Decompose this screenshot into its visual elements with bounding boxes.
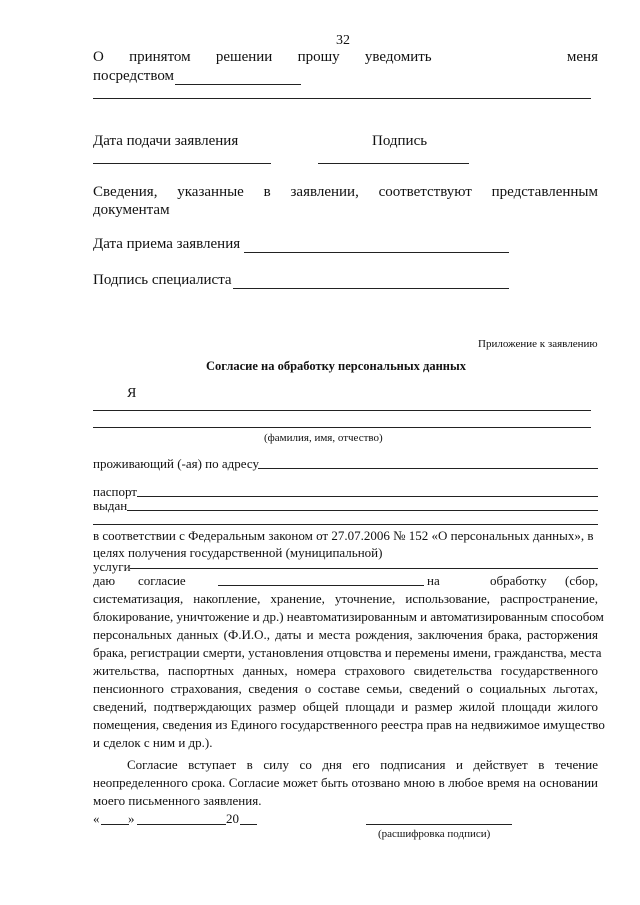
fio-caption: (фамилия, имя, отчество): [264, 432, 383, 444]
date-open-quote: «: [93, 811, 100, 826]
page-number: 32: [336, 33, 350, 48]
word: в: [263, 184, 271, 200]
body-line-last: и сделок с ним и др.).: [93, 735, 213, 750]
give-word-2: согласие: [138, 573, 186, 588]
signature-field[interactable]: [318, 163, 469, 164]
body-line: жительства, паспортных данных, номера страхового свидетельства государственного: [93, 663, 598, 678]
notify-means-field[interactable]: [175, 84, 301, 85]
processing-word-1: на: [427, 573, 440, 588]
validity-line-3: моего письменного заявления.: [93, 793, 262, 808]
notify-means-label: посредством: [93, 68, 175, 84]
year-prefix: 20: [226, 811, 239, 826]
law-line-1: в соответствии с Федеральным законом от 27.07.2006 № 152 «О персональных данных», в: [93, 528, 594, 543]
word: уведомить: [364, 49, 432, 65]
word: принятом: [129, 49, 191, 65]
word: представленным: [491, 184, 598, 200]
body-line: брака, регистрации смерти, установления отцовства и перемены имени, гражданства, места: [93, 645, 602, 660]
specialist-signature-label: Подпись специалиста: [93, 272, 232, 288]
year-field[interactable]: [240, 824, 257, 825]
info-match-line2: документам: [93, 202, 170, 218]
date-submission-label: Дата подачи заявления: [93, 133, 239, 149]
word: Сведения,: [93, 184, 158, 200]
signature-caption: (расшифровка подписи): [378, 828, 491, 840]
body-line: персональных данных (Ф.И.О., даты и места рождения, заключения брака, расторжения: [93, 627, 598, 642]
body-line: систематизация, накопление, хранение, уточнение, использование, распространение,: [93, 591, 598, 606]
date-receipt-label: Дата приема заявления: [93, 236, 241, 252]
service-label: услуги: [93, 559, 131, 574]
day-field[interactable]: [101, 824, 129, 825]
fio-field-1[interactable]: [93, 410, 591, 411]
word: прошу: [297, 49, 340, 65]
signature-decode-field[interactable]: [366, 824, 512, 825]
body-line: помещения, сведения из Единого государственного реестра прав на недвижимое имущество: [93, 717, 605, 732]
word: заявлении,: [290, 184, 359, 200]
word: указанные: [177, 184, 244, 200]
validity-line-2: неопределенного срока. Согласие может быть отозвано мною в любое время на основании: [93, 775, 598, 790]
word: соответствуют: [378, 184, 472, 200]
consent-recipient-field[interactable]: [218, 585, 424, 586]
give-word-1: даю: [93, 573, 116, 588]
consent-title: Согласие на обработку персональных данных: [206, 359, 467, 373]
date-submission-field[interactable]: [93, 163, 271, 164]
date-close-quote: »: [128, 811, 135, 826]
fio-field-2[interactable]: [93, 427, 591, 428]
processing-word-2: обработку: [490, 573, 547, 588]
appendix-label: Приложение к заявлению: [478, 338, 598, 350]
word: О: [93, 49, 104, 65]
month-field[interactable]: [137, 824, 226, 825]
passport-label: паспорт: [93, 484, 137, 499]
date-receipt-field[interactable]: [244, 252, 509, 253]
validity-line-1: Согласие вступает в силу со дня его подписания и действует в течение: [127, 757, 598, 772]
body-line: блокирование, уничтожение и др.) неавтоматизированным и автоматизированным способом: [93, 609, 604, 624]
issued-field-2[interactable]: [93, 524, 598, 525]
processing-word-3: (сбор,: [565, 573, 599, 588]
body-line: пенсионного страхования, сведения о составе семьи, сведений о социальных льготах,: [93, 681, 598, 696]
specialist-signature-field[interactable]: [233, 288, 509, 289]
issued-field[interactable]: [127, 510, 598, 511]
consent-i: Я: [127, 386, 137, 401]
law-line-2: целях получения государственной (муниципальной): [93, 545, 383, 560]
word: меня: [566, 49, 598, 65]
notify-line: [93, 49, 598, 66]
signature-label: Подпись: [372, 133, 428, 149]
passport-field[interactable]: [137, 496, 598, 497]
notify-full-line[interactable]: [93, 98, 591, 99]
issued-label: выдан: [93, 498, 128, 513]
service-field-1[interactable]: [130, 568, 598, 569]
body-line: сведений, подтверждающих размер общей площади и размер жилой площади жилого: [93, 699, 598, 714]
word: решении: [215, 49, 273, 65]
address-label: проживающий (-ая) по адресу: [93, 456, 259, 471]
info-match-line: [93, 184, 598, 201]
address-field[interactable]: [258, 468, 598, 469]
